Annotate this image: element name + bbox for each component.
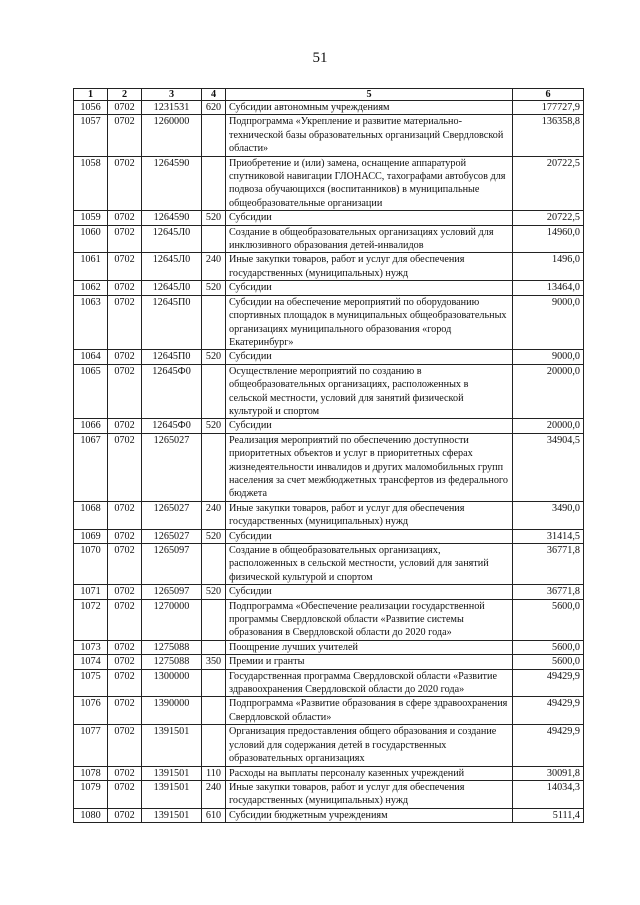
amount-value: 9000,0 [513,350,584,364]
expense-type-code: 520 [202,529,226,543]
table-header-row [74,89,584,101]
table-row [74,211,584,225]
expense-type-code: 520 [202,211,226,225]
expense-type-code [202,364,226,419]
target-code: 1270000 [142,599,202,640]
item-name: Иные закупки товаров, работ и услуг для обеспечения государственных (муниципальных) нужд [226,501,513,529]
expense-type-code [202,599,226,640]
row-number: 1062 [74,281,108,295]
target-code: 12645Л0 [142,225,202,253]
target-code: 12645П0 [142,295,202,350]
expense-type-code: 520 [202,419,226,433]
expense-type-code: 240 [202,780,226,808]
section-code: 0702 [108,585,142,599]
item-name: Субсидии автономным учреждениям [226,101,513,115]
table-row [74,156,584,211]
table-row [74,780,584,808]
amount-value: 9000,0 [513,295,584,350]
item-name: Приобретение и (или) замена, оснащение аппаратурой спутниковой навигации ГЛОНАСС, тахографами автобусов для подвоза обучающихся (воспитанников) в муниципальные общеобразовательные организации [226,156,513,211]
row-number: 1078 [74,766,108,780]
row-number: 1063 [74,295,108,350]
target-code: 1391501 [142,808,202,822]
row-number: 1074 [74,655,108,669]
table-row [74,350,584,364]
target-code: 12645П0 [142,350,202,364]
item-name: Субсидии [226,281,513,295]
target-code: 1390000 [142,697,202,725]
target-code: 1264590 [142,156,202,211]
item-name: Иные закупки товаров, работ и услуг для обеспечения государственных (муниципальных) нужд [226,253,513,281]
table-row [74,225,584,253]
row-number: 1072 [74,599,108,640]
column-header: 4 [202,89,226,101]
table-row [74,433,584,501]
item-name: Субсидии [226,419,513,433]
row-number: 1076 [74,697,108,725]
amount-value: 36771,8 [513,544,584,585]
table-row [74,599,584,640]
table-row [74,501,584,529]
section-code: 0702 [108,766,142,780]
expense-type-code [202,156,226,211]
amount-value: 3490,0 [513,501,584,529]
section-code: 0702 [108,669,142,697]
amount-value: 1496,0 [513,253,584,281]
row-number: 1068 [74,501,108,529]
expense-type-code [202,433,226,501]
row-number: 1064 [74,350,108,364]
section-code: 0702 [108,295,142,350]
table-row [74,295,584,350]
expense-type-code: 240 [202,253,226,281]
amount-value: 20000,0 [513,419,584,433]
item-name: Подпрограмма «Развитие образования в сфере здравоохранения Свердловской области» [226,697,513,725]
item-name: Подпрограмма «Обеспечение реализации государственной программы Свердловской области «Развитие системы образования в Свердловской области до 2020 года» [226,599,513,640]
column-header: 3 [142,89,202,101]
row-number: 1058 [74,156,108,211]
section-code: 0702 [108,725,142,766]
amount-value: 5600,0 [513,655,584,669]
row-number: 1071 [74,585,108,599]
amount-value: 34904,5 [513,433,584,501]
table-row [74,281,584,295]
target-code: 1265097 [142,544,202,585]
target-code: 1275088 [142,655,202,669]
section-code: 0702 [108,350,142,364]
row-number: 1059 [74,211,108,225]
row-number: 1079 [74,780,108,808]
section-code: 0702 [108,640,142,654]
section-code: 0702 [108,211,142,225]
section-code: 0702 [108,253,142,281]
item-name: Субсидии бюджетным учреждениям [226,808,513,822]
row-number: 1080 [74,808,108,822]
table-row [74,669,584,697]
section-code: 0702 [108,808,142,822]
amount-value: 14960,0 [513,225,584,253]
table-row [74,101,584,115]
table-row [74,585,584,599]
section-code: 0702 [108,101,142,115]
item-name: Реализация мероприятий по обеспечению доступности приоритетных объектов и услуг в приоритетных сферах жизнедеятельности инвалидов и других маломобильных групп населения за счет межбюджетных трансфертов из федерального бюджета [226,433,513,501]
item-name: Расходы на выплаты персоналу казенных учреждений [226,766,513,780]
amount-value: 136358,8 [513,115,584,156]
table-row [74,364,584,419]
row-number: 1069 [74,529,108,543]
target-code: 1391501 [142,725,202,766]
expense-type-code [202,725,226,766]
amount-value: 31414,5 [513,529,584,543]
expense-type-code [202,697,226,725]
section-code: 0702 [108,697,142,725]
expense-type-code: 520 [202,281,226,295]
amount-value: 30091,8 [513,766,584,780]
section-code: 0702 [108,655,142,669]
target-code: 1391501 [142,766,202,780]
target-code: 1300000 [142,669,202,697]
amount-value: 20722,5 [513,156,584,211]
section-code: 0702 [108,419,142,433]
expense-type-code: 350 [202,655,226,669]
row-number: 1061 [74,253,108,281]
expense-type-code: 520 [202,585,226,599]
table-row [74,697,584,725]
column-header: 5 [226,89,513,101]
column-header: 6 [513,89,584,101]
section-code: 0702 [108,225,142,253]
section-code: 0702 [108,544,142,585]
item-name: Субсидии на обеспечение мероприятий по оборудованию спортивных площадок в муниципальных общеобразовательных организациях муниципального образования «город Екатеринбург» [226,295,513,350]
expense-type-code: 520 [202,350,226,364]
section-code: 0702 [108,529,142,543]
table-row [74,253,584,281]
column-header: 1 [74,89,108,101]
table-row [74,766,584,780]
target-code: 12645Ф0 [142,419,202,433]
page-number: 51 [312,50,328,66]
section-code: 0702 [108,599,142,640]
amount-value: 49429,9 [513,669,584,697]
target-code: 1260000 [142,115,202,156]
item-name: Государственная программа Свердловской области «Развитие здравоохранения Свердловской области до 2020 года» [226,669,513,697]
item-name: Субсидии [226,585,513,599]
amount-value: 14034,3 [513,780,584,808]
row-number: 1077 [74,725,108,766]
section-code: 0702 [108,780,142,808]
table-row [74,808,584,822]
target-code: 1265027 [142,529,202,543]
row-number: 1065 [74,364,108,419]
target-code: 12645Л0 [142,281,202,295]
expense-type-code [202,115,226,156]
item-name: Иные закупки товаров, работ и услуг для обеспечения государственных (муниципальных) нужд [226,780,513,808]
amount-value: 5600,0 [513,640,584,654]
expense-type-code [202,544,226,585]
row-number: 1070 [74,544,108,585]
amount-value: 5600,0 [513,599,584,640]
target-code: 1231531 [142,101,202,115]
section-code: 0702 [108,115,142,156]
amount-value: 49429,9 [513,697,584,725]
item-name: Субсидии [226,211,513,225]
item-name: Организация предоставления общего образования и создание условий для содержания детей в государственных образовательных организациях [226,725,513,766]
table-row [74,725,584,766]
row-number: 1066 [74,419,108,433]
table-row [74,419,584,433]
target-code: 12645Ф0 [142,364,202,419]
section-code: 0702 [108,156,142,211]
row-number: 1060 [74,225,108,253]
amount-value: 20722,5 [513,211,584,225]
amount-value: 13464,0 [513,281,584,295]
target-code: 1264590 [142,211,202,225]
section-code: 0702 [108,501,142,529]
section-code: 0702 [108,281,142,295]
expense-type-code [202,225,226,253]
item-name: Создание в общеобразовательных организациях, расположенных в сельской местности, условий для занятий физической культурой и спортом [226,544,513,585]
item-name: Поощрение лучших учителей [226,640,513,654]
item-name: Осуществление мероприятий по созданию в общеобразовательных организациях, расположенных в сельской местности, условий для занятий физической культурой и спортом [226,364,513,419]
row-number: 1075 [74,669,108,697]
target-code: 1265097 [142,585,202,599]
expense-type-code [202,669,226,697]
table-row [74,529,584,543]
target-code: 12645Л0 [142,253,202,281]
item-name: Премии и гранты [226,655,513,669]
amount-value: 36771,8 [513,585,584,599]
item-name: Создание в общеобразовательных организациях условий для инклюзивного образования детей-инвалидов [226,225,513,253]
target-code: 1265027 [142,433,202,501]
table-row [74,655,584,669]
target-code: 1265027 [142,501,202,529]
amount-value: 49429,9 [513,725,584,766]
table-row [74,544,584,585]
expense-type-code: 620 [202,101,226,115]
row-number: 1073 [74,640,108,654]
target-code: 1391501 [142,780,202,808]
budget-table [73,88,584,823]
table-row [74,640,584,654]
amount-value: 177727,9 [513,101,584,115]
column-header: 2 [108,89,142,101]
expense-type-code: 240 [202,501,226,529]
amount-value: 5111,4 [513,808,584,822]
item-name: Субсидии [226,350,513,364]
expense-type-code: 110 [202,766,226,780]
target-code: 1275088 [142,640,202,654]
expense-type-code [202,640,226,654]
row-number: 1056 [74,101,108,115]
section-code: 0702 [108,433,142,501]
expense-type-code: 610 [202,808,226,822]
section-code: 0702 [108,364,142,419]
item-name: Подпрограмма «Укрепление и развитие материально-технической базы образовательных организаций Свердловской области» [226,115,513,156]
amount-value: 20000,0 [513,364,584,419]
row-number: 1057 [74,115,108,156]
table-row [74,115,584,156]
item-name: Субсидии [226,529,513,543]
expense-type-code [202,295,226,350]
row-number: 1067 [74,433,108,501]
